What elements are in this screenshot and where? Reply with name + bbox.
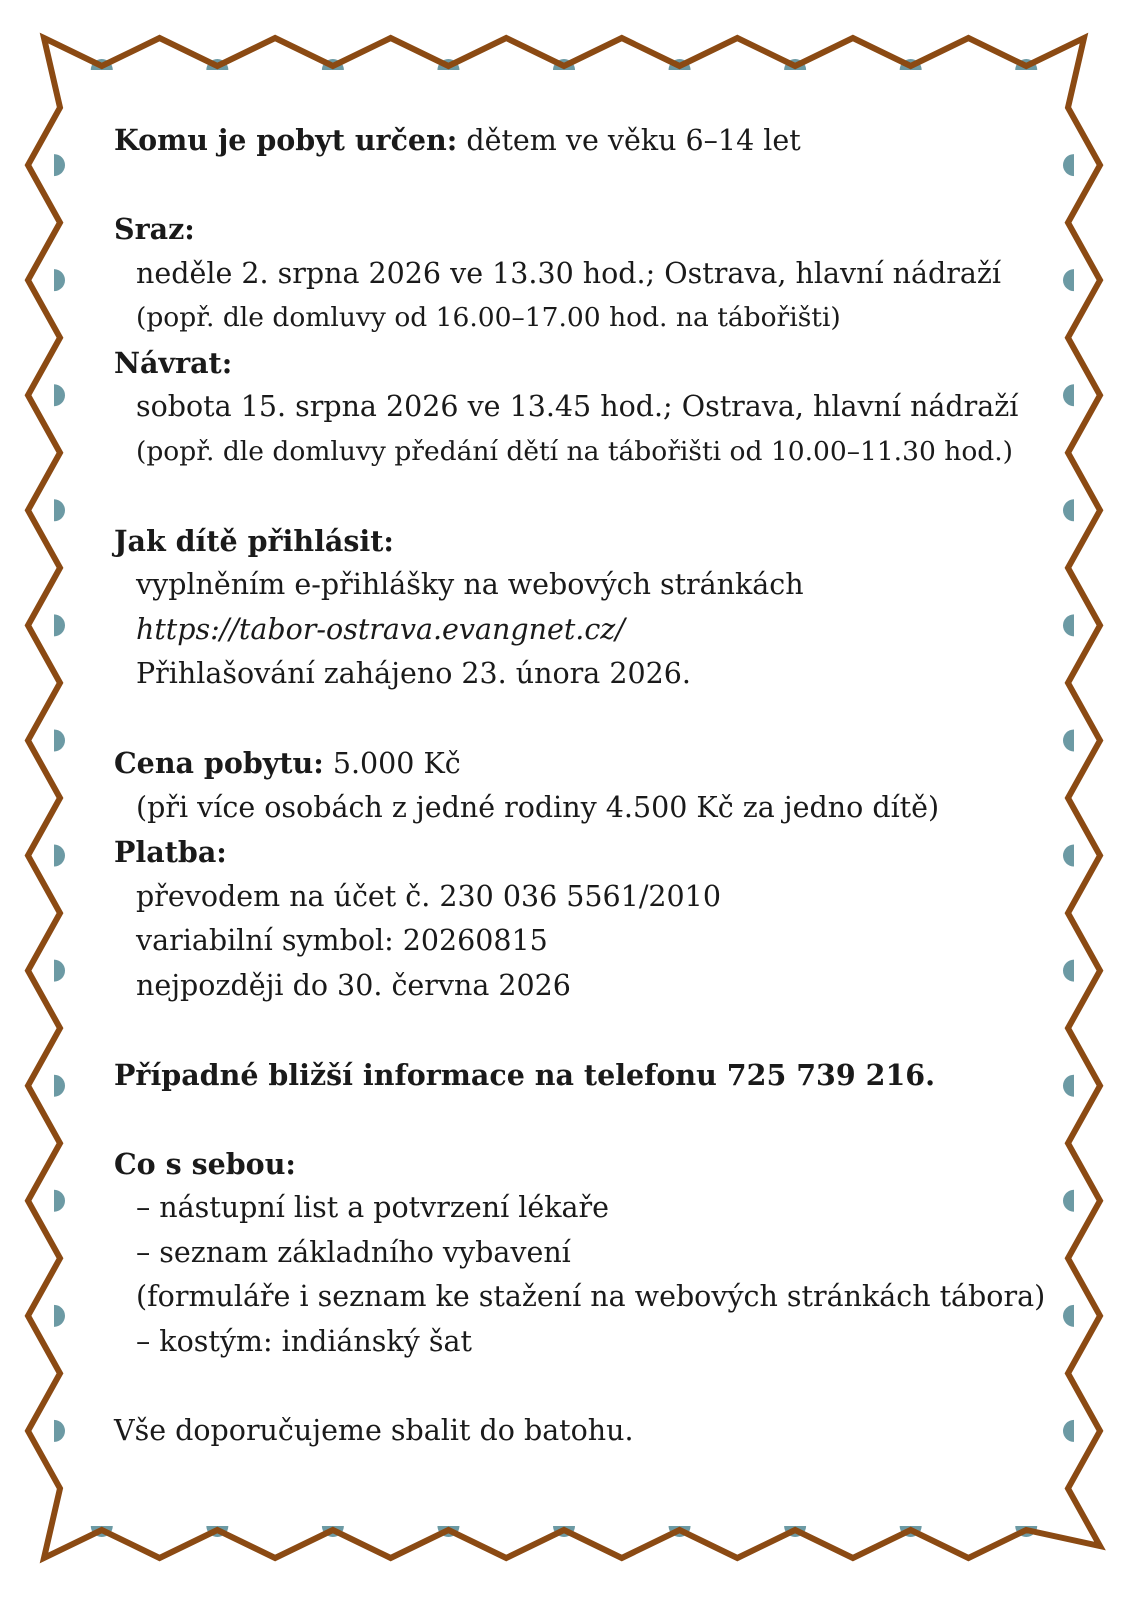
border-dot — [54, 1075, 65, 1097]
price-value: 5.000 Kč — [332, 747, 461, 780]
closing-line: Vše doporučujeme sbalit do batohu. — [114, 1413, 634, 1447]
border-dot — [54, 1305, 65, 1327]
border-dot — [1063, 614, 1074, 636]
border-dot — [54, 845, 65, 867]
payment-line-2: variabilní symbol: 20260815 — [136, 924, 548, 957]
border-dot — [1063, 499, 1074, 521]
bring-item: – nástupní list a potvrzení lékaře — [136, 1191, 610, 1224]
border-dot — [1063, 960, 1074, 982]
price-label: Cena pobytu: — [114, 746, 324, 780]
border-dot — [54, 499, 65, 521]
return-line-2: (popř. dle domluvy předání dětí na tábořišti od 10.00–11.30 hod.) — [136, 435, 1013, 467]
border-dot — [54, 1420, 65, 1442]
bring-item: – seznam základního vybavení — [136, 1235, 571, 1269]
price-note: (při více osobách z jedné rodiny 4.500 Kč za jedno dítě) — [136, 790, 940, 824]
border-dot — [1063, 1420, 1074, 1442]
meet-line-2: (popř. dle domluvy od 16.00–17.00 hod. na tábořišti) — [136, 302, 841, 333]
border-dot — [1063, 1305, 1074, 1327]
signup-line-1: vyplněním e-přihlášky na webových stránkách — [136, 568, 804, 601]
border-dot — [54, 729, 65, 751]
payment-line-3: nejpozději do 30. června 2026 — [136, 968, 571, 1002]
who-value: dětem ve věku 6–14 let — [466, 124, 801, 157]
price-row — [114, 741, 1044, 786]
who-label: Komu je pobyt určen: — [114, 123, 458, 157]
border-dot — [54, 384, 65, 406]
border-dot — [1063, 845, 1074, 867]
payment-line-1: převodem na účet č. 230 036 5561/2010 — [136, 879, 721, 913]
bring-item: – kostým: indiánský šat — [136, 1324, 472, 1358]
who-row — [114, 118, 1044, 163]
border-dot — [54, 154, 65, 176]
bring-item: (formuláře i seznam ke stažení na webových stránkách tábora) — [136, 1280, 1046, 1313]
border-dot — [54, 960, 65, 982]
bring-label: Co s sebou: — [114, 1146, 296, 1181]
border-dot — [1063, 729, 1074, 751]
meet-label: Sraz: — [114, 212, 195, 246]
return-label: Návrat: — [114, 345, 233, 380]
signup-label: Jak dítě přihlásit: — [114, 523, 394, 558]
border-dot — [1063, 1075, 1074, 1097]
border-dot — [54, 1190, 65, 1212]
border-dot — [54, 269, 65, 291]
border-dot — [1063, 269, 1074, 291]
border-dot — [1063, 384, 1074, 406]
signup-line-3: Přihlašování zahájeno 23. února 2026. — [136, 657, 691, 690]
payment-label: Platba: — [114, 835, 227, 869]
border-dot — [54, 614, 65, 636]
border-dot — [1063, 1190, 1074, 1212]
contact-line: Případné bližší informace na telefonu 725 739 216. — [114, 1057, 936, 1092]
signup-url-link[interactable]: https://tabor-ostrava.evangnet.cz/ — [136, 612, 625, 646]
meet-line-1: neděle 2. srpna 2026 ve 13.30 hod.; Ostrava, hlavní nádraží — [136, 256, 1001, 290]
camp-info-text — [114, 118, 1044, 1453]
border-dot — [1063, 154, 1074, 176]
return-line-1: sobota 15. srpna 2026 ve 13.45 hod.; Ostrava, hlavní nádraží — [136, 390, 1019, 423]
